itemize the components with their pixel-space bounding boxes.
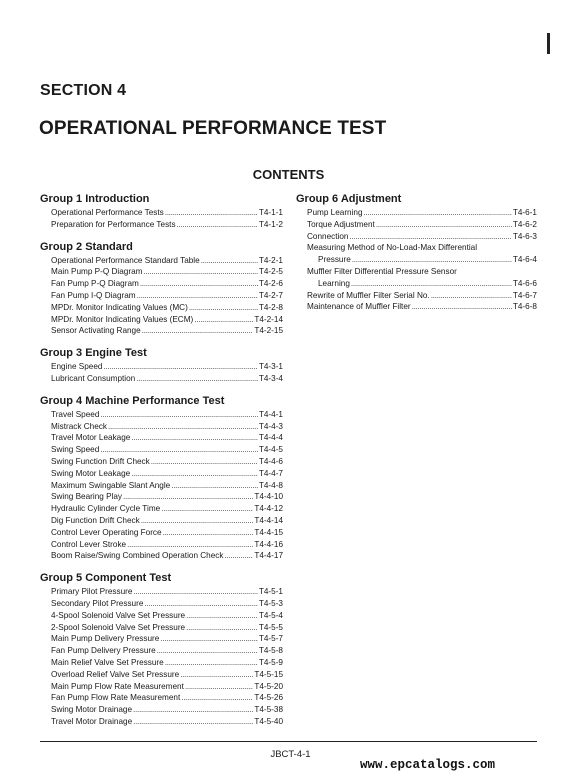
toc-entry-label: Control Lever Operating Force xyxy=(51,527,162,537)
toc-entry-page: T4-4-10 xyxy=(254,492,283,502)
toc-entry[interactable] xyxy=(40,314,283,326)
toc-dot-leader xyxy=(103,361,257,373)
toc-entry[interactable] xyxy=(40,657,283,669)
toc-dot-leader xyxy=(351,278,512,290)
toc-entry-page: T4-2-5 xyxy=(258,267,283,277)
toc-entry-label: Swing Motor Drainage xyxy=(51,705,133,715)
toc-entry-label: Muffler Filter Differential Pressure Sensor xyxy=(307,266,457,276)
toc-entry-page: T4-5-1 xyxy=(258,587,283,597)
toc-dot-leader xyxy=(136,373,258,385)
toc-entry-label: Boom Raise/Swing Combined Operation Check xyxy=(51,551,224,561)
toc-entry-label: MPDr. Monitor Indicating Values (ECM) xyxy=(51,314,194,324)
toc-entry-page: T4-4-8 xyxy=(258,480,283,490)
toc-dot-leader xyxy=(108,421,258,433)
toc-entry-label: Pump Learning xyxy=(307,208,363,217)
toc-entry-label: Swing Motor Leakage xyxy=(51,468,131,478)
toc-dot-leader xyxy=(100,444,258,456)
toc-dot-leader xyxy=(144,598,257,610)
toc-entry-label: Secondary Pilot Pressure xyxy=(51,598,144,608)
toc-entry-page: T4-5-4 xyxy=(258,610,283,620)
toc-entry[interactable] xyxy=(40,633,283,645)
toc-entry-page: T4-6-8 xyxy=(512,302,537,312)
toc-entry-page: T4-6-3 xyxy=(512,231,537,241)
toc-entry-label: Swing Bearing Play xyxy=(51,492,122,502)
toc-entry-page: T4-5-9 xyxy=(258,657,283,667)
toc-dot-leader xyxy=(349,231,511,243)
group-title: Group 4 Machine Performance Test xyxy=(40,394,225,407)
watermark-url[interactable]: www.epcatalogs.com xyxy=(360,758,496,772)
toc-entry[interactable] xyxy=(296,278,537,290)
toc-entry[interactable] xyxy=(40,527,283,539)
toc-dot-leader xyxy=(133,704,253,716)
toc-entry-label: Mistrack Check xyxy=(51,421,107,431)
toc-entry-page: T4-4-5 xyxy=(258,445,283,455)
toc-entry-page: T4-5-7 xyxy=(258,634,283,644)
toc-entry-label: Control Lever Stroke xyxy=(51,539,127,549)
toc-entry[interactable] xyxy=(40,716,283,728)
toc-entry[interactable] xyxy=(40,290,283,302)
toc-entry[interactable] xyxy=(40,503,283,515)
toc-entry-page: T4-2-15 xyxy=(254,326,283,336)
toc-dot-leader xyxy=(160,633,258,645)
toc-dot-leader xyxy=(142,325,254,337)
toc-entry[interactable] xyxy=(40,610,283,622)
toc-entry[interactable] xyxy=(40,278,283,290)
group-title: Group 3 Engine Test xyxy=(40,347,147,360)
toc-entry[interactable] xyxy=(40,444,283,456)
toc-dot-leader xyxy=(171,480,258,492)
toc-entry-label: Swing Function Drift Check xyxy=(51,456,150,466)
toc-entry[interactable] xyxy=(40,456,283,468)
toc-entry-page: T4-2-1 xyxy=(258,255,283,265)
toc-entry[interactable] xyxy=(40,598,283,610)
toc-entry[interactable] xyxy=(40,325,283,337)
toc-entry-label: Pressure xyxy=(318,255,351,265)
toc-dot-leader xyxy=(189,302,258,314)
toc-entry-label: Lubricant Consumption xyxy=(51,373,136,383)
toc-entry[interactable] xyxy=(40,207,283,219)
toc-entry[interactable] xyxy=(296,242,537,254)
toc-entry-label: Fan Pump Delivery Pressure xyxy=(51,646,156,656)
toc-dot-leader xyxy=(364,207,512,219)
toc-dot-leader xyxy=(224,550,253,562)
toc-entry-label: Maximum Swingable Slant Angle xyxy=(51,480,171,490)
toc-entry-label: Main Pump Delivery Pressure xyxy=(51,634,160,644)
toc-entry[interactable] xyxy=(296,231,537,243)
toc-entry[interactable] xyxy=(40,361,283,373)
toc-entry-label: Connection xyxy=(307,231,349,241)
toc-entry-label: Operational Performance Tests xyxy=(51,208,164,217)
toc-entry[interactable] xyxy=(40,692,283,704)
toc-entry-label: Dig Function Drift Check xyxy=(51,515,140,525)
toc-entry[interactable] xyxy=(40,373,283,385)
toc-dot-leader xyxy=(412,301,512,313)
toc-dot-leader xyxy=(131,432,258,444)
toc-entry-page: T4-2-7 xyxy=(258,290,283,300)
toc-dot-leader xyxy=(165,207,258,219)
toc-entry-label: MPDr. Monitor Indicating Values (MC) xyxy=(51,302,188,312)
toc-entry[interactable] xyxy=(296,301,537,313)
toc-entry[interactable] xyxy=(40,409,283,421)
page-title: OPERATIONAL PERFORMANCE TEST xyxy=(39,118,387,139)
section-label: SECTION 4 xyxy=(40,82,127,99)
toc-entry-label: Main Pump P-Q Diagram xyxy=(51,267,143,277)
toc-entry-label: Main Relief Valve Set Pressure xyxy=(51,657,164,667)
toc-dot-leader xyxy=(186,622,258,634)
toc-entry-label: Swing Speed xyxy=(51,445,100,455)
toc-entry[interactable] xyxy=(296,290,537,302)
toc-dot-leader xyxy=(201,255,258,267)
toc-entry-page: T4-4-14 xyxy=(254,515,283,525)
toc-entry-page: T4-4-6 xyxy=(258,456,283,466)
toc-dot-leader xyxy=(194,314,253,326)
toc-entry-page: T4-6-2 xyxy=(512,219,537,229)
toc-entry[interactable] xyxy=(40,432,283,444)
toc-dot-leader xyxy=(181,692,253,704)
toc-entry-page: T4-4-16 xyxy=(254,539,283,549)
toc-dot-leader xyxy=(133,586,257,598)
toc-entry-label: Travel Motor Leakage xyxy=(51,433,131,443)
toc-entry-label: Fan Pump P-Q Diagram xyxy=(51,279,139,289)
toc-entry[interactable] xyxy=(40,480,283,492)
toc-entry[interactable] xyxy=(40,468,283,480)
toc-entry-page: T4-4-1 xyxy=(258,409,283,419)
toc-entry[interactable] xyxy=(296,266,537,278)
toc-entry-page: T4-6-7 xyxy=(512,290,537,300)
toc-entry-page: T4-5-20 xyxy=(254,681,283,691)
toc-entry[interactable] xyxy=(40,645,283,657)
toc-entry-page: T4-6-1 xyxy=(512,208,537,217)
toc-entry-page: T4-6-6 xyxy=(512,278,537,288)
toc-dot-leader xyxy=(161,503,253,515)
toc-entry-label: Preparation for Performance Tests xyxy=(51,219,176,229)
toc-entry-label: Measuring Method of No-Load-Max Differential xyxy=(307,243,478,253)
toc-entry-label: Overload Relief Valve Set Pressure xyxy=(51,669,180,679)
toc-entry-page: T4-1-2 xyxy=(258,219,283,229)
toc-dot-leader xyxy=(100,409,257,421)
toc-entry[interactable] xyxy=(40,421,283,433)
toc-entry-page: T4-2-8 xyxy=(258,302,283,312)
toc-entry-page: T4-1-1 xyxy=(258,208,283,217)
toc-dot-leader xyxy=(140,278,258,290)
toc-dot-leader xyxy=(131,468,258,480)
group-title: Group 5 Component Test xyxy=(40,572,172,585)
toc-entry-page: T4-3-1 xyxy=(258,362,283,372)
toc-dot-leader xyxy=(376,219,512,231)
toc-entry-page: T4-5-38 xyxy=(254,705,283,715)
group-title: Group 6 Adjustment xyxy=(296,193,402,205)
toc-entry-label: Travel Motor Drainage xyxy=(51,716,133,726)
toc-entry-label: Hydraulic Cylinder Cycle Time xyxy=(51,504,161,514)
toc-entry-page: T4-5-8 xyxy=(258,646,283,656)
toc-dot-leader xyxy=(177,219,258,231)
toc-entry-page: T4-5-3 xyxy=(258,598,283,608)
toc-entry-page: T4-4-3 xyxy=(258,421,283,431)
toc-entry-page: T4-4-15 xyxy=(254,527,283,537)
toc-entry-label: Rewrite of Muffler Filter Serial No. xyxy=(307,290,430,300)
toc-entry-label: Main Pump Flow Rate Measurement xyxy=(51,681,184,691)
toc-entry-page: T4-2-14 xyxy=(254,314,283,324)
toc-entry[interactable] xyxy=(40,539,283,551)
toc-dot-leader xyxy=(133,716,253,728)
toc-entry-page: T4-4-12 xyxy=(254,504,283,514)
page-number: JBCT-4-1 xyxy=(270,749,311,760)
group-title: Group 1 Introduction xyxy=(40,193,150,205)
toc-dot-leader xyxy=(186,610,258,622)
toc-entry-label: Sensor Activating Range xyxy=(51,326,141,336)
toc-entry-label: Fan Pump Flow Rate Measurement xyxy=(51,693,181,703)
toc-dot-leader xyxy=(123,491,253,503)
toc-entry-label: Engine Speed xyxy=(51,362,103,372)
toc-entry-page: T4-4-17 xyxy=(254,551,283,561)
toc-dot-leader xyxy=(352,254,512,266)
toc-entry-label: Operational Performance Standard Table xyxy=(51,255,200,265)
toc-entry[interactable] xyxy=(40,669,283,681)
toc-entry[interactable] xyxy=(40,704,283,716)
toc-dot-leader xyxy=(157,645,258,657)
toc-entry-label: Travel Speed xyxy=(51,409,100,419)
toc-entry[interactable] xyxy=(40,586,283,598)
toc-entry-label: Torque Adjustment xyxy=(307,219,375,229)
toc-entry-page: T4-5-5 xyxy=(258,622,283,632)
toc-entry[interactable] xyxy=(40,255,283,267)
toc-entry-label: Primary Pilot Pressure xyxy=(51,587,133,597)
toc-dot-leader xyxy=(141,515,254,527)
toc-entry[interactable] xyxy=(40,302,283,314)
toc-entry-label: Maintenance of Muffler Filter xyxy=(307,302,411,312)
toc-entry[interactable] xyxy=(296,219,537,231)
toc-entry-page: T4-5-15 xyxy=(254,669,283,679)
toc-entry-label: 4-Spool Solenoid Valve Set Pressure xyxy=(51,610,186,620)
toc-right-column xyxy=(296,193,537,313)
toc-dot-leader xyxy=(431,290,512,302)
toc-entry[interactable] xyxy=(40,491,283,503)
toc-entry[interactable] xyxy=(296,254,537,266)
toc-dot-leader xyxy=(180,669,253,681)
toc-dot-leader xyxy=(165,657,258,669)
toc-entry-page: T4-6-4 xyxy=(512,255,537,265)
group-title: Group 2 Standard xyxy=(40,240,133,253)
toc-dot-leader xyxy=(185,681,253,693)
header-rule-mark xyxy=(547,33,550,54)
toc-entry[interactable] xyxy=(40,266,283,278)
toc-entry[interactable] xyxy=(40,622,283,634)
toc-entry-page: T4-2-6 xyxy=(258,279,283,289)
toc-dot-leader xyxy=(127,539,253,551)
toc-entry[interactable] xyxy=(40,219,283,231)
toc-dot-leader xyxy=(151,456,258,468)
toc-entry[interactable] xyxy=(40,515,283,527)
toc-entry[interactable] xyxy=(296,207,537,219)
toc-left-column xyxy=(40,193,283,728)
toc-entry-page: T4-3-4 xyxy=(258,373,283,383)
toc-entry-label: Fan Pump I-Q Diagram xyxy=(51,290,136,300)
toc-entry-label: Learning xyxy=(318,278,350,288)
contents-heading: CONTENTS xyxy=(252,167,325,182)
toc-dot-leader xyxy=(137,290,258,302)
toc-entry-page: T4-4-7 xyxy=(258,468,283,478)
footer-rule xyxy=(40,741,537,742)
toc-entry[interactable] xyxy=(40,681,283,693)
toc-entry-label: 2-Spool Solenoid Valve Set Pressure xyxy=(51,622,186,632)
toc-entry-page: T4-4-4 xyxy=(258,433,283,443)
toc-dot-leader xyxy=(143,266,257,278)
toc-entry-page: T4-5-40 xyxy=(254,716,283,726)
toc-entry[interactable] xyxy=(40,550,283,562)
toc-dot-leader xyxy=(163,527,254,539)
toc-entry-page: T4-5-26 xyxy=(254,693,283,703)
